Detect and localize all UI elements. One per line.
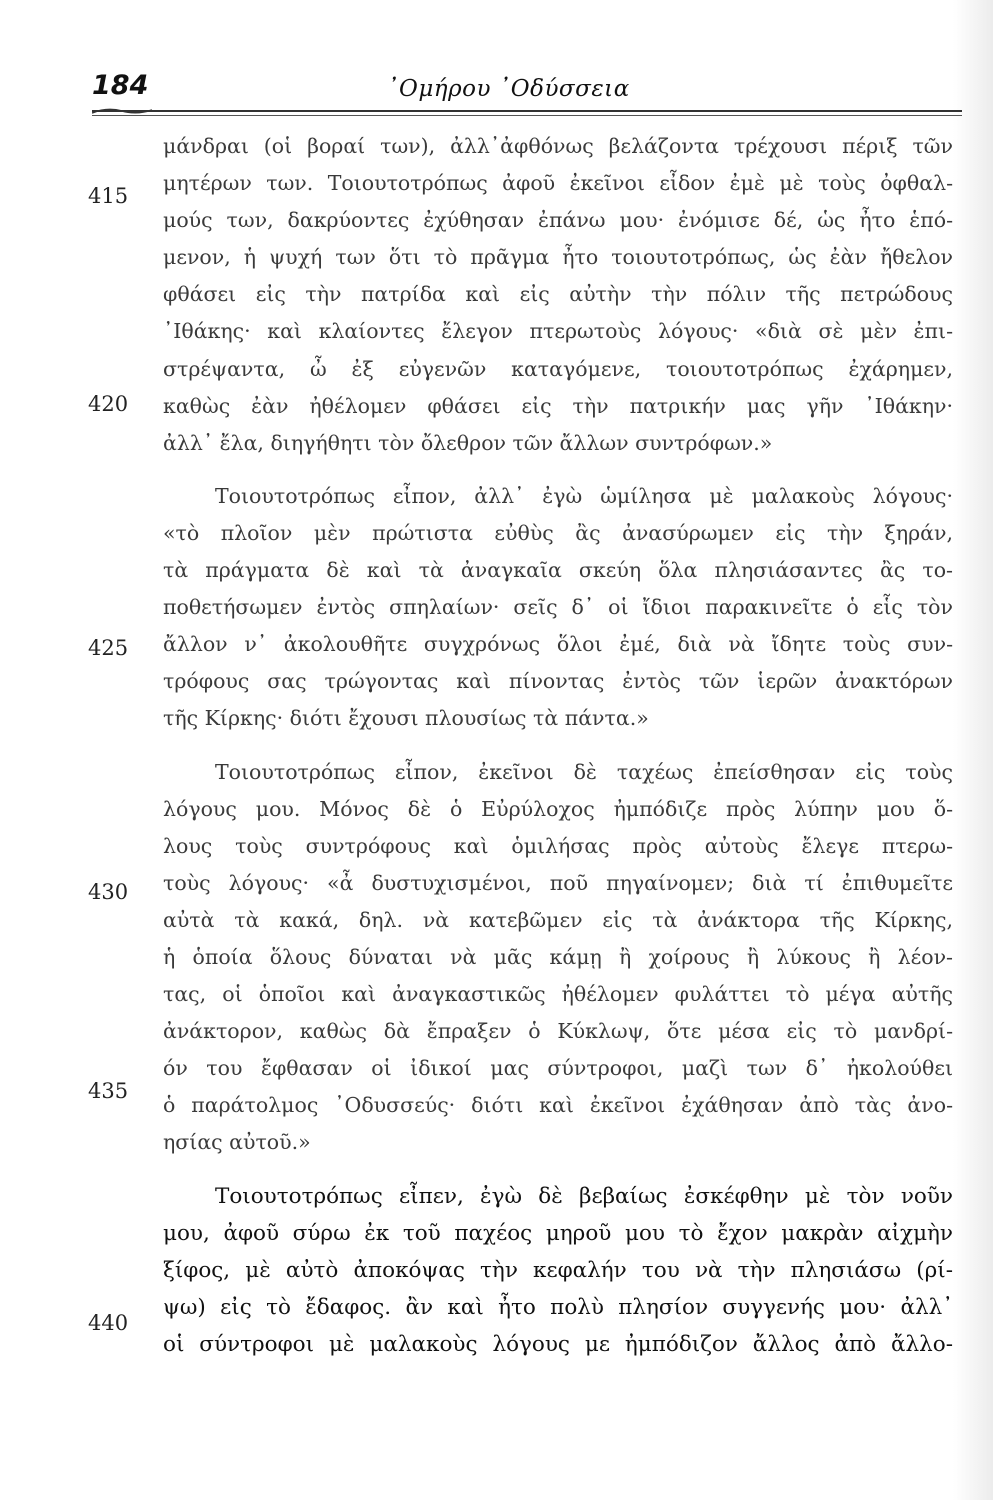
text-line: Τοιουτοτρόπως εἶπεν, ἐγὼ δὲ βεβαίως ἐσκέφθην μὲ τὸν νοῦν (215, 1183, 953, 1209)
text-line: φθάσει εἰς τὴν πατρίδα καὶ εἰς αὐτὴν τὴν πόλιν τῆς πετρώδους (163, 282, 953, 307)
text-line: λους τοὺς συντρόφους καὶ ὁμιλήσας πρὸς αὐτοὺς ἔλεγε πτερω- (163, 833, 953, 858)
running-title: ᾿Ομήρου ᾿Οδύσσεια (387, 76, 630, 102)
verse-number: 415 (88, 184, 129, 208)
paragraph (163, 1178, 953, 1363)
verse-number: 430 (88, 880, 129, 904)
text-line: ἄλλον ν᾿ ἀκολουθῆτε συγχρόνως ὅλοι ἐμέ, διὰ νὰ ἴδητε τοὺς συν- (163, 632, 953, 657)
text-line: ησίας αὐτοῦ.» (163, 1130, 311, 1155)
text-line: αὐτὰ τὰ κακά, δηλ. νὰ κατεβῶμεν εἰς τὰ ἀνάκτορα τῆς Κίρκης, (163, 907, 953, 932)
text-line: ὁ παράτολμος ᾿Οδυσσεύς· διότι καὶ ἐκεῖνοι ἐχάθησαν ἀπὸ τὰς ἀνο- (163, 1093, 953, 1118)
text-line: Τοιουτοτρόπως εἶπον, ἀλλ᾿ ἐγὼ ὡμίλησα μὲ μαλακοὺς λόγους· (215, 483, 953, 508)
text-line: ἀλλ᾿ ἔλα, διηγήθητι τὸν ὄλεθρον τῶν ἄλλων συντρόφων.» (163, 430, 773, 455)
text-line: Τοιουτοτρόπως εἶπον, ἐκεῖνοι δὲ ταχέως ἐπείσθησαν εἰς τοὺς (215, 759, 953, 784)
text-line: τας, οἱ ὁποῖοι καὶ ἀναγκαστικῶς ἠθέλομεν φυλάττει τὸ μέγα αὐτῆς (163, 982, 953, 1007)
paragraph (163, 478, 953, 738)
header-rule-thick (92, 110, 962, 112)
text-line: ᾿Ιθάκης· καὶ κλαίοντες ἔλεγον πτερωτοὺς λόγους· «διὰ σὲ μὲν ἐπι- (163, 319, 953, 344)
text-line: ποθετήσωμεν ἐντὸς σπηλαίων· σεῖς δ᾿ οἱ ἴδιοι παρακινεῖτε ὁ εἷς τὸν (163, 595, 953, 620)
text-line: τῆς Κίρκης· διότι ἔχουσι πλουσίως τὰ πάντα.» (163, 706, 649, 731)
paragraph (163, 754, 953, 1162)
text-line: λόγους μου. Μόνος δὲ ὁ Εὐρύλοχος ἠμπόδιζε πρὸς λύπην μου ὅ- (163, 796, 953, 821)
text-line: στρέψαντα, ὦ ἐξ εὐγενῶν καταγόμενε, τοιουτοτρόπως ἐχάρημεν, (163, 356, 953, 381)
text-line: οἱ σύντροφοι μὲ μαλακοὺς λόγους με ἠμπόδιζον ἄλλος ἀπὸ ἄλλο- (163, 1331, 953, 1357)
text-line: τρόφους σας τρώγοντας καὶ πίνοντας ἐντὸς τῶν ἱερῶν ἀνακτόρων (163, 669, 953, 694)
verse-number: 435 (88, 1079, 129, 1103)
text-line: μάνδραι (οἱ βοραί των), ἀλλ᾿ἀφθόνως βελάζοντα τρέχουσι πέριξ τῶν (163, 134, 953, 158)
text-line: καθὼς ἐὰν ἠθέλομεν φθάσει εἰς τὴν πατρικήν μας γῆν ᾿Ιθάκην· (163, 393, 953, 418)
text-line: ἀνάκτορον, καθὼς δὰ ἔπραξεν ὁ Κύκλωψ, ὅτε μέσα εἰς τὸ μανδρί- (163, 1019, 953, 1044)
text-line: όν του ἔφθασαν οἱ ἰδικοί μας σύντροφοι, μαζὶ των δ᾿ ἠκολούθει (163, 1056, 953, 1081)
paragraph (163, 128, 953, 462)
text-line: μούς των, δακρύοντες ἐχύθησαν ἐπάνω μου· ἐνόμισε δέ, ὡς ἦτο ἑπό- (163, 208, 953, 233)
text-line: μενον, ἡ ψυχή των ὅτι τὸ πρᾶγμα ἦτο τοιουτοτρόπως, ὡς ἐὰν ἤθελον (163, 245, 953, 270)
text-line: ψω) εἰς τὸ ἔδαφος. ἂν καὶ ἦτο πολὺ πλησίον συγγενής μου· ἀλλ᾿ (163, 1294, 953, 1320)
text-line: τὰ πράγματα δὲ καὶ τὰ ἀναγκαῖα σκεύη ὅλα πλησιάσαντες ἂς το- (163, 558, 953, 583)
text-line: μητέρων των. Τοιουτοτρόπως ἀφοῦ ἐκεῖνοι εἶδον ἐμὲ μὲ τοὺς ὀφθαλ- (163, 171, 953, 196)
text-line: μου, ἀφοῦ σύρω ἐκ τοῦ παχέος μηροῦ μου τὸ ἔχον μακρὰν αἰχμὴν (163, 1220, 953, 1246)
body-text (163, 128, 953, 1363)
text-line: «τὸ πλοῖον μὲν πρώτιστα εὐθὺς ἂς ἀνασύρωμεν εἰς τὴν ξηράν, (163, 520, 953, 545)
text-line: ξίφος, μὲ αὐτὸ ἀποκόψας τὴν κεφαλήν του νὰ τὴν πλησιάσω (ρί- (163, 1257, 953, 1283)
page-number: 184 (92, 70, 149, 101)
text-line: τοὺς λόγους· «ἆ δυστυχισμένοι, ποῦ πηγαίνομεν; διὰ τί ἐπιθυμεῖτε (163, 870, 953, 895)
page-edge-shadow (953, 0, 993, 1500)
page-header (92, 66, 962, 106)
verse-number: 420 (88, 392, 129, 416)
verse-number: 425 (88, 636, 129, 660)
header-rule-thin (92, 115, 962, 116)
text-line: ἡ ὁποία ὅλους δύναται νὰ μᾶς κάμῃ ἢ χοίρους ἢ λύκους ἢ λέον- (163, 944, 953, 969)
verse-number: 440 (88, 1311, 129, 1335)
